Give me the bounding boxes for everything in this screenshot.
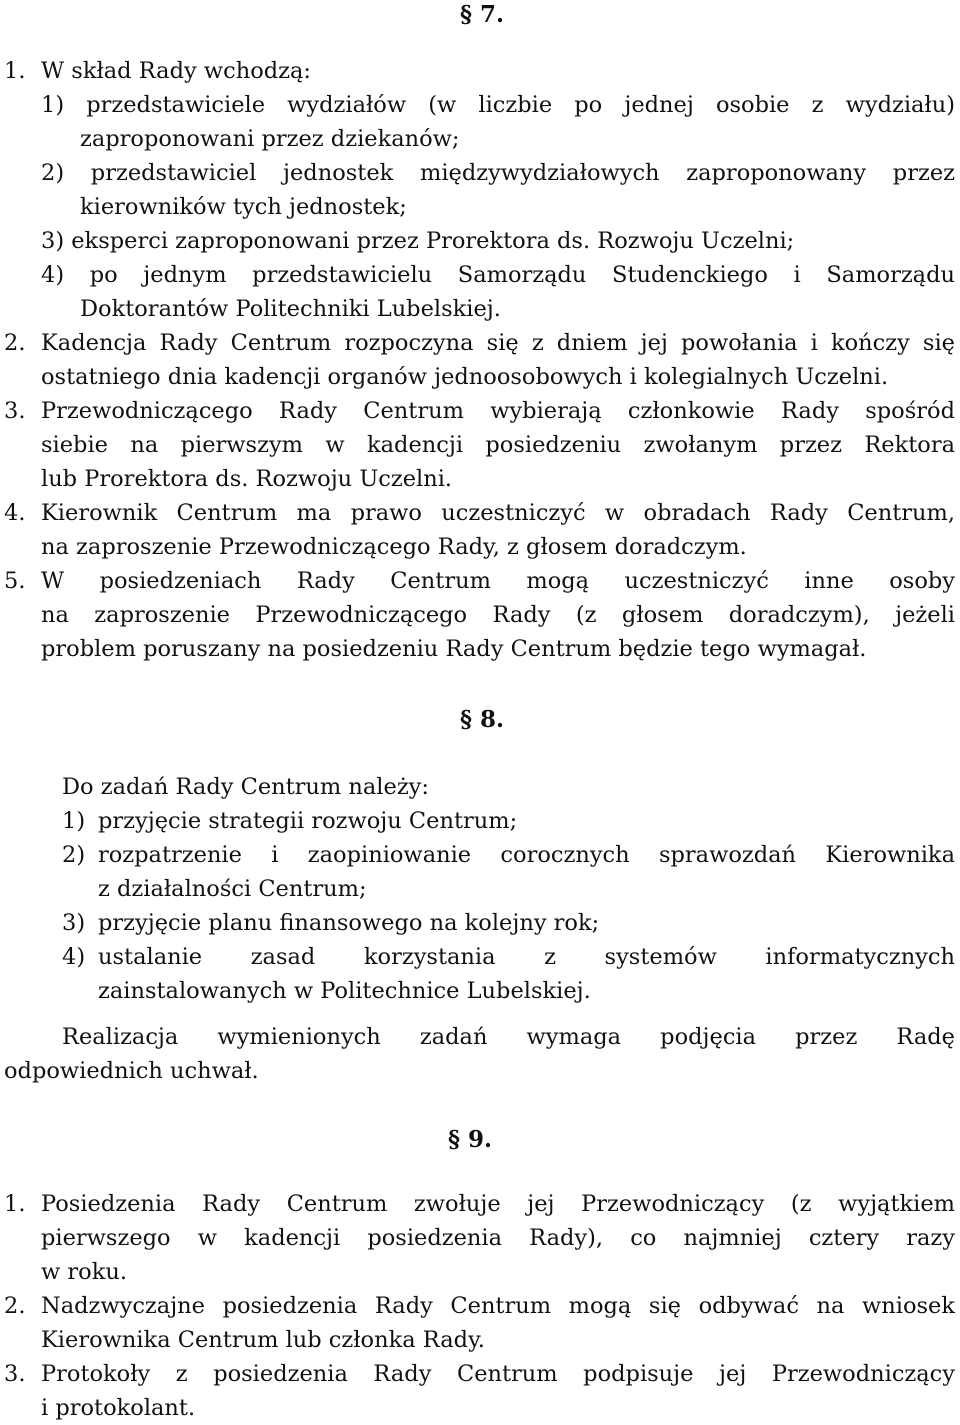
- paragraph-line: Kierownika Centrum lub członka Rady.: [41, 1327, 485, 1353]
- list-item-line: przyjęcie strategii rozwoju Centrum;: [98, 808, 518, 834]
- section-heading-8: § 8.: [460, 706, 505, 733]
- section-heading-9: § 9.: [448, 1126, 493, 1153]
- list-item-number: 2): [62, 842, 86, 868]
- paragraph-number: 4.: [4, 500, 26, 526]
- paragraph-line: Kierownik Centrum ma prawo uczestniczyć w obradach Rady Centrum,: [41, 500, 955, 526]
- paragraph-line: lub Prorektora ds. Rozwoju Uczelni.: [41, 466, 453, 492]
- paragraph-line: Protokoły z posiedzenia Rady Centrum podpisuje jej Przewodniczący: [41, 1361, 955, 1387]
- paragraph-line: W posiedzeniach Rady Centrum mogą uczestniczyć inne osoby: [41, 568, 955, 594]
- closing-line: odpowiednich uchwał.: [4, 1058, 259, 1084]
- paragraph-line: Przewodniczącego Rady Centrum wybierają członkowie Rady spośród: [41, 398, 955, 424]
- list-item-line: zainstalowanych w Politechnice Lubelskiej.: [98, 978, 591, 1004]
- list-item-line: 3) eksperci zaproponowani przez Prorektora ds. Rozwoju Uczelni;: [41, 228, 795, 254]
- paragraph-text: W skład Rady wchodzą:: [41, 58, 312, 84]
- paragraph-line: pierwszego w kadencji posiedzenia Rady), co najmniej cztery razy: [41, 1225, 955, 1251]
- paragraph-number: 3.: [4, 1361, 26, 1387]
- paragraph-line: problem poruszany na posiedzeniu Rady Centrum będzie tego wymagał.: [41, 636, 867, 662]
- closing-line: Realizacja wymienionych zadań wymaga podjęcia przez Radę: [62, 1024, 955, 1050]
- paragraph-number: 3.: [4, 398, 26, 424]
- list-item-line: rozpatrzenie i zaopiniowanie corocznych sprawozdań Kierownika: [98, 842, 955, 868]
- paragraph-line: Kadencja Rady Centrum rozpoczyna się z dniem jej powołania i kończy się: [41, 330, 955, 356]
- paragraph-line: na zaproszenie Przewodniczącego Rady, z głosem doradczym.: [41, 534, 747, 560]
- paragraph-line: w roku.: [41, 1259, 127, 1285]
- list-item-number: 4): [62, 944, 86, 970]
- list-item-line: 1) przedstawiciele wydziałów (w liczbie po jednej osobie z wydziału): [41, 92, 955, 118]
- list-item-line: zaproponowani przez dziekanów;: [80, 126, 460, 152]
- paragraph-line: Posiedzenia Rady Centrum zwołuje jej Przewodniczący (z wyjątkiem: [41, 1191, 955, 1217]
- list-item-line: 4) po jednym przedstawicielu Samorządu Studenckiego i Samorządu: [41, 262, 955, 288]
- paragraph-number: 5.: [4, 568, 26, 594]
- paragraph-number: 2.: [4, 1293, 26, 1319]
- paragraph-number: 2.: [4, 330, 26, 356]
- paragraph-line: i protokolant.: [41, 1395, 196, 1421]
- paragraph-line: Nadzwyczajne posiedzenia Rady Centrum mogą się odbywać na wniosek: [41, 1293, 955, 1319]
- section-intro: Do zadań Rady Centrum należy:: [62, 774, 429, 800]
- paragraph-line: siebie na pierwszym w kadencji posiedzeniu zwołanym przez Rektora: [41, 432, 955, 458]
- paragraph-number: 1.: [4, 58, 26, 84]
- paragraph-number: 1.: [4, 1191, 26, 1217]
- list-item-line: kierowników tych jednostek;: [80, 194, 407, 220]
- list-item-line: ustalanie zasad korzystania z systemów informatycznych: [98, 944, 955, 970]
- list-item-number: 3): [62, 910, 86, 936]
- list-item-line: przyjęcie planu finansowego na kolejny rok;: [98, 910, 600, 936]
- list-item-line: z działalności Centrum;: [98, 876, 367, 902]
- list-item-number: 1): [62, 808, 86, 834]
- paragraph-line: na zaproszenie Przewodniczącego Rady (z głosem doradczym), jeżeli: [41, 602, 955, 628]
- section-heading-7: § 7.: [460, 1, 505, 28]
- list-item-line: 2) przedstawiciel jednostek międzywydziałowych zaproponowany przez: [41, 160, 955, 186]
- paragraph-line: ostatniego dnia kadencji organów jednoosobowych i kolegialnych Uczelni.: [41, 364, 889, 390]
- list-item-line: Doktorantów Politechniki Lubelskiej.: [80, 296, 501, 322]
